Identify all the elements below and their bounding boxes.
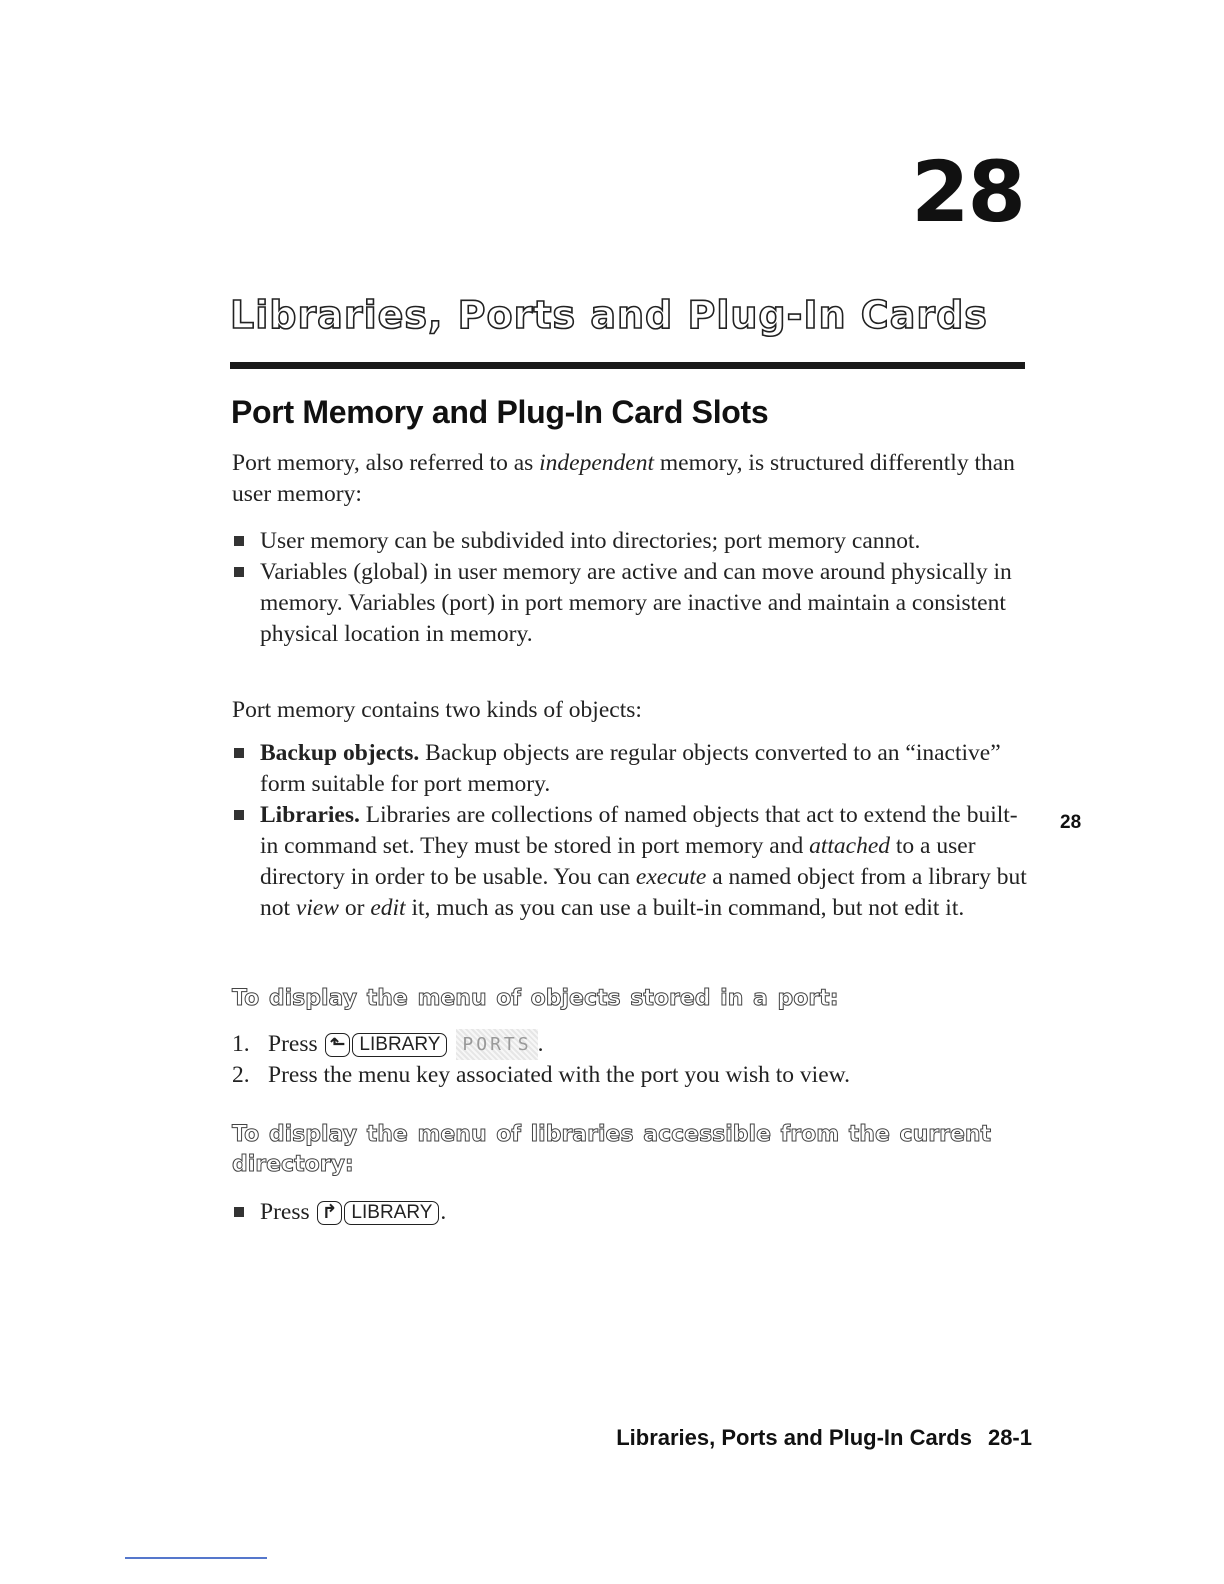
step-item: 2. Press the menu key associated with the port you wish to view. (232, 1062, 850, 1088)
procedure-steps-libraries (232, 1197, 1032, 1228)
ports-menu-key: PORTS (456, 1029, 537, 1060)
bullet-square-icon (234, 748, 244, 758)
library-key: LIBRARY (352, 1033, 447, 1057)
procedure-heading-ports: To display the menu of objects stored in a port: (232, 986, 839, 1011)
objects-intro-paragraph: Port memory contains two kinds of objects: (232, 697, 642, 723)
list-item-backup: Backup objects. Backup objects are regular objects converted to an “inactive” form suitable for port memory. (232, 738, 1032, 800)
library-key: LIBRARY (344, 1201, 439, 1225)
list-item: Variables (global) in user memory are active and can move around physically in memory. Variables (port) in port memory are inactive and maintain a consistent physical location in memory. (232, 557, 1032, 650)
bullet-square-icon (234, 567, 244, 577)
page-footer (616, 1425, 1032, 1451)
bullet-square-icon (234, 536, 244, 546)
chapter-side-tab: 28 (1060, 812, 1082, 833)
procedure-heading-libraries: To display the menu of libraries accessible from the current directory: (232, 1122, 992, 1177)
section-heading: Port Memory and Plug-In Card Slots (231, 394, 769, 430)
list-item: Press ↱ LIBRARY . (232, 1197, 1032, 1228)
emphasis-independent: independent (539, 450, 655, 476)
list-item-libraries: Libraries. Libraries are collections of named objects that act to extend the built-in command set. They must be stored in port memory and attached to a user directory in order to be usable. You can execute a named object from a library but not view or edit it, much as you can use a built-in command, but not edit it. (232, 800, 1032, 924)
intro-paragraph: Port memory, also referred to as independent memory, is structured differently than user memory: (232, 450, 1015, 507)
bullet-square-icon (234, 1207, 244, 1217)
page-number: 28-1 (987, 1425, 1032, 1450)
footer-title: Libraries, Ports and Plug-In Cards (616, 1425, 972, 1450)
right-shift-key: ↱ (317, 1201, 343, 1225)
memory-differences-list (232, 526, 1032, 650)
bottom-edge-mark (125, 1557, 267, 1559)
step-item: 1. Press ⬑ LIBRARY PORTS . (232, 1029, 1032, 1060)
chapter-number: 28 (911, 143, 1024, 241)
chapter-title: Libraries, Ports and Plug-In Cards (230, 293, 988, 337)
procedure-steps-ports (232, 1029, 1032, 1091)
object-kinds-list (232, 738, 1032, 924)
left-shift-key: ⬑ (325, 1033, 351, 1057)
chapter-rule (230, 362, 1025, 369)
list-item: User memory can be subdivided into directories; port memory cannot. (232, 526, 1032, 557)
bullet-square-icon (234, 810, 244, 820)
